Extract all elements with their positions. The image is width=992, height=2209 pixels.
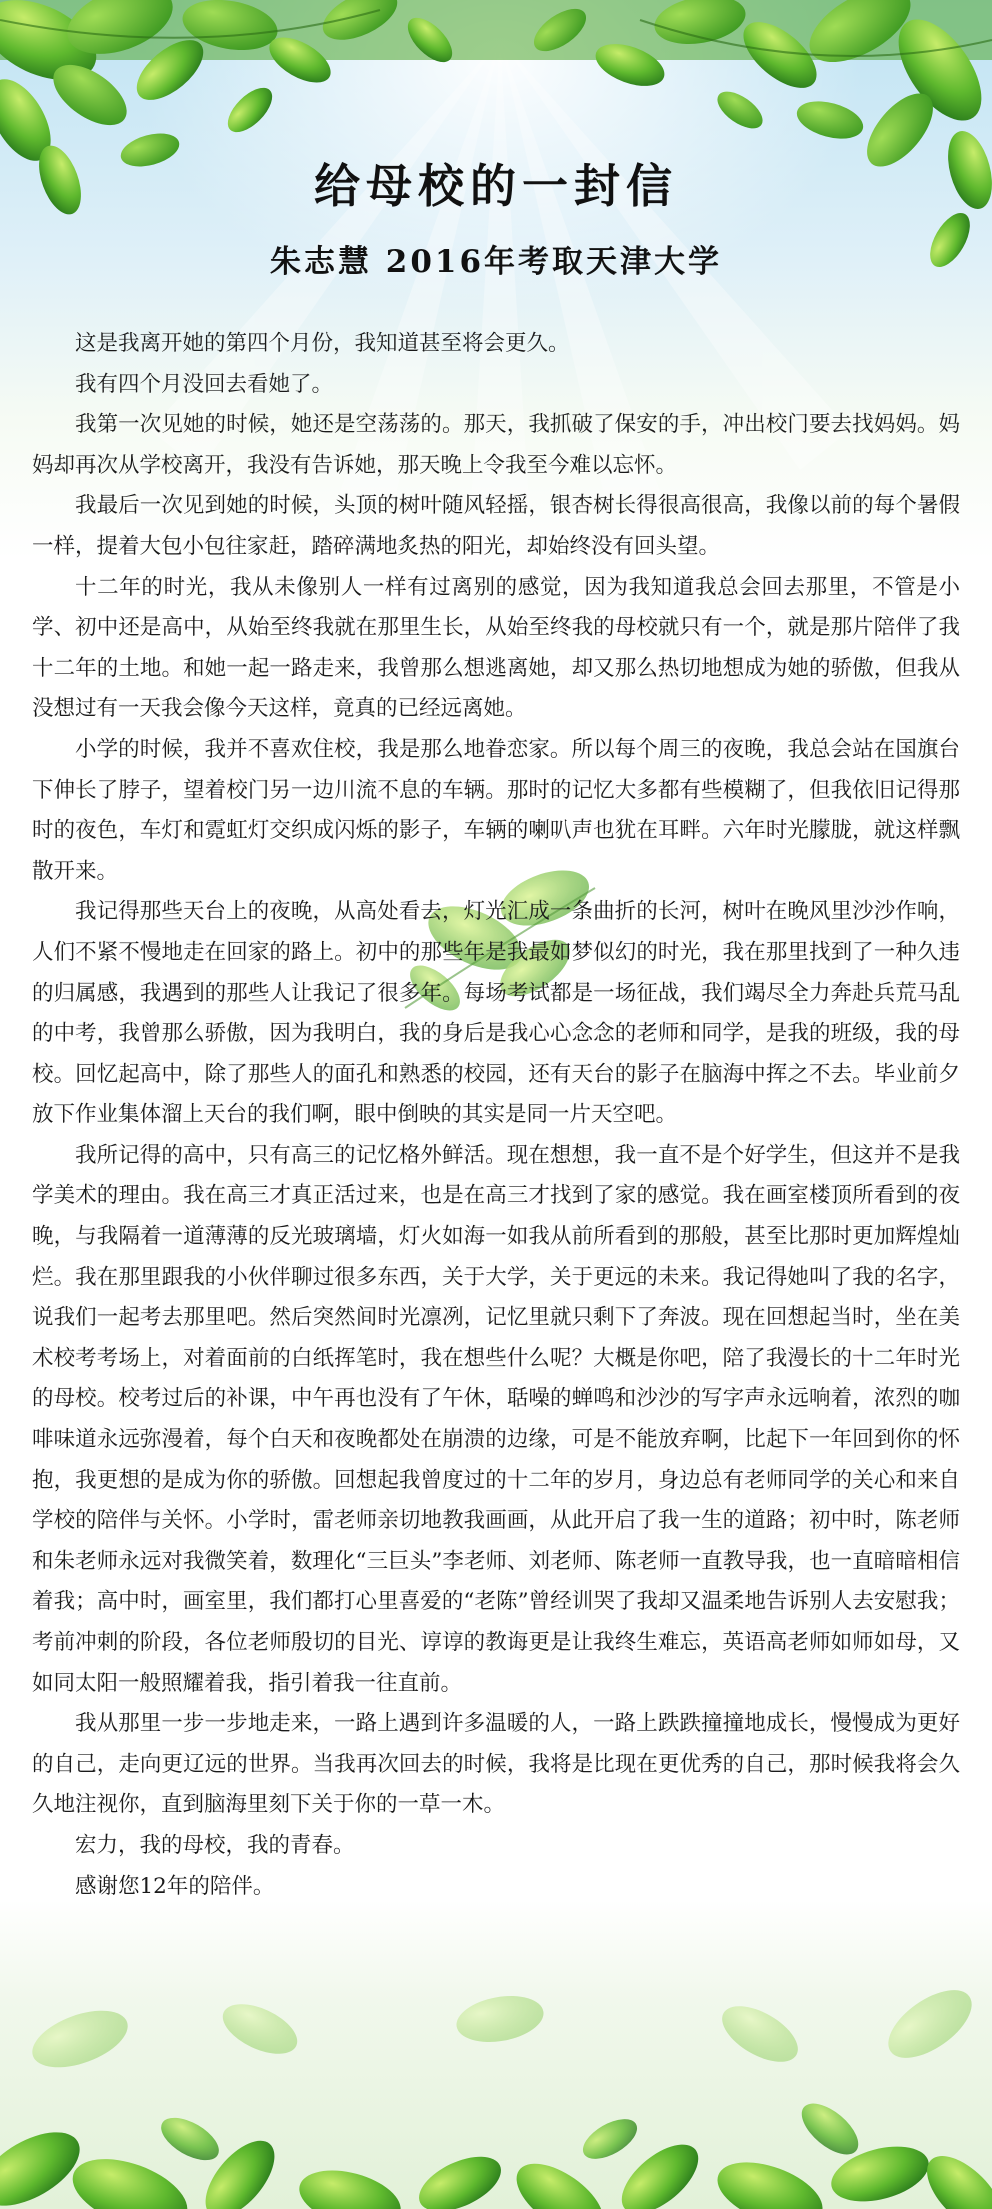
paragraph: 我从那里一步一步地走来，一路上遇到许多温暖的人，一路上跌跌撞撞地成长，慢慢成为更好的自己，走向更辽远的世界。当我再次回去的时候，我将是比现在更优秀的自己，那时候我将会久久地注视你，直到脑海里刻下关于你的一草一木。 bbox=[32, 1711, 960, 1818]
header bbox=[0, 150, 992, 281]
paragraph: 我有四个月没回去看她了。 bbox=[75, 371, 334, 397]
paragraph: 小学的时候，我并不喜欢住校，我是那么地眷恋家。所以每个周三的夜晚，我总会站在国旗台下伸长了脖子，望着校门另一边川流不息的车辆。那时的记忆大多都有些模糊了，但我依旧记得那时的夜色，车灯和霓虹灯交织成闪烁的影子，车辆的喇叭声也犹在耳畔。六年时光朦胧，就这样飘散开来。 bbox=[32, 736, 960, 884]
letter-body bbox=[32, 324, 960, 1907]
paragraph: 我第一次见她的时候，她还是空荡荡的。那天，我抓破了保安的手，冲出校门要去找妈妈。妈妈却再次从学校离开，我没有告诉她，那天晚上令我至今难以忘怀。 bbox=[32, 412, 960, 478]
author-subtitle: 朱志慧 2016年考取天津大学 bbox=[269, 244, 723, 280]
paragraph: 十二年的时光，我从未像别人一样有过离别的感觉，因为我知道我总会回去那里，不管是小学、初中还是高中，从始至终我就在那里生长，从始至终我的母校就只有一个，就是那片陪伴了我十二年的土地。和她一起一路走来，我曾那么想逃离她，却又那么热切地想成为她的骄傲，但我从没想过有一天我会像今天这样，竟真的已经远离她。 bbox=[32, 574, 960, 722]
closing-line: 宏力，我的母校，我的青春。 bbox=[75, 1832, 355, 1858]
closing-thanks: 感谢您12年的陪伴。 bbox=[75, 1873, 275, 1899]
paragraph: 我所记得的高中，只有高三的记忆格外鲜活。现在想想，我一直不是个好学生，但这并不是我学美术的理由。我在高三才真正活过来，也是在高三才找到了家的感觉。我在画室楼顶所看到的夜晚，与我隔着一道薄薄的反光玻璃墙，灯火如海一如我从前所看到的那般，甚至比那时更加辉煌灿烂。我在那里跟我的小伙伴聊过很多东西，关于大学，关于更远的未来。我记得她叫了我的名字，说我们一起考去那里吧。然后突然间时光凛冽，记忆里就只剩下了奔波。现在回想起当时，坐在美术校考考场上，对着面前的白纸挥笔时，我在想些什么呢？大概是你吧，陪了我漫长的十二年时光的母校。校考过后的补课，中午再也没有了午休，聒噪的蝉鸣和沙沙的写字声永远响着，浓烈的咖啡味道永远弥漫着，每个白天和夜晚都处在崩溃的边缘，可是不能放弃啊，比起下一年回到你的怀抱，我更想的是成为你的骄傲。回想起我曾度过的十二年的岁月，身边总有老师同学的关心和来自学校的陪伴与关怀。小学时，雷老师亲切地教我画画，从此开启了我一生的道路；初中时，陈老师和朱老师永远对我微笑着，数理化“三巨头”李老师、刘老师、陈老师一直教导我，也一直暗暗相信着我；高中时，画室里，我们都打心里喜爱的“老陈”曾经训哭了我却又温柔地告诉别人去安慰我；考前冲刺的阶段，各位老师殷切的目光、谆谆的教诲更是让我终生难忘，英语高老师如师如母，又如同太阳一般照耀着我，指引着我一往直前。 bbox=[32, 1142, 960, 1696]
paragraph: 我最后一次见到她的时候，头顶的树叶随风轻摇，银杏树长得很高很高，我像以前的每个暑假一样，提着大包小包往家赶，踏碎满地炙热的阳光，却始终没有回头望。 bbox=[32, 493, 960, 559]
letter-title: 给母校的一封信 bbox=[314, 159, 678, 213]
paragraph: 这是我离开她的第四个月份，我知道甚至将会更久。 bbox=[75, 331, 570, 356]
bottom-leaves-decoration bbox=[0, 1979, 992, 2209]
paragraph: 我记得那些天台上的夜晚，从高处看去，灯光汇成一条曲折的长河，树叶在晚风里沙沙作响，人们不紧不慢地走在回家的路上。初中的那些年是我最如梦似幻的时光，我在那里找到了一种久违的归属感，我遇到的那些人让我记了很多年。每场考试都是一场征战，我们竭尽全力奔赴兵荒马乱的中考，我曾那么骄傲，因为我明白，我的身后是我心心念念的老师和同学，是我的班级，我的母校。回忆起高中，除了那些人的面孔和熟悉的校园，还有天台的影子在脑海中挥之不去。毕业前夕放下作业集体溜上天台的我们啊，眼中倒映的其实是同一片天空吧。 bbox=[32, 899, 960, 1128]
